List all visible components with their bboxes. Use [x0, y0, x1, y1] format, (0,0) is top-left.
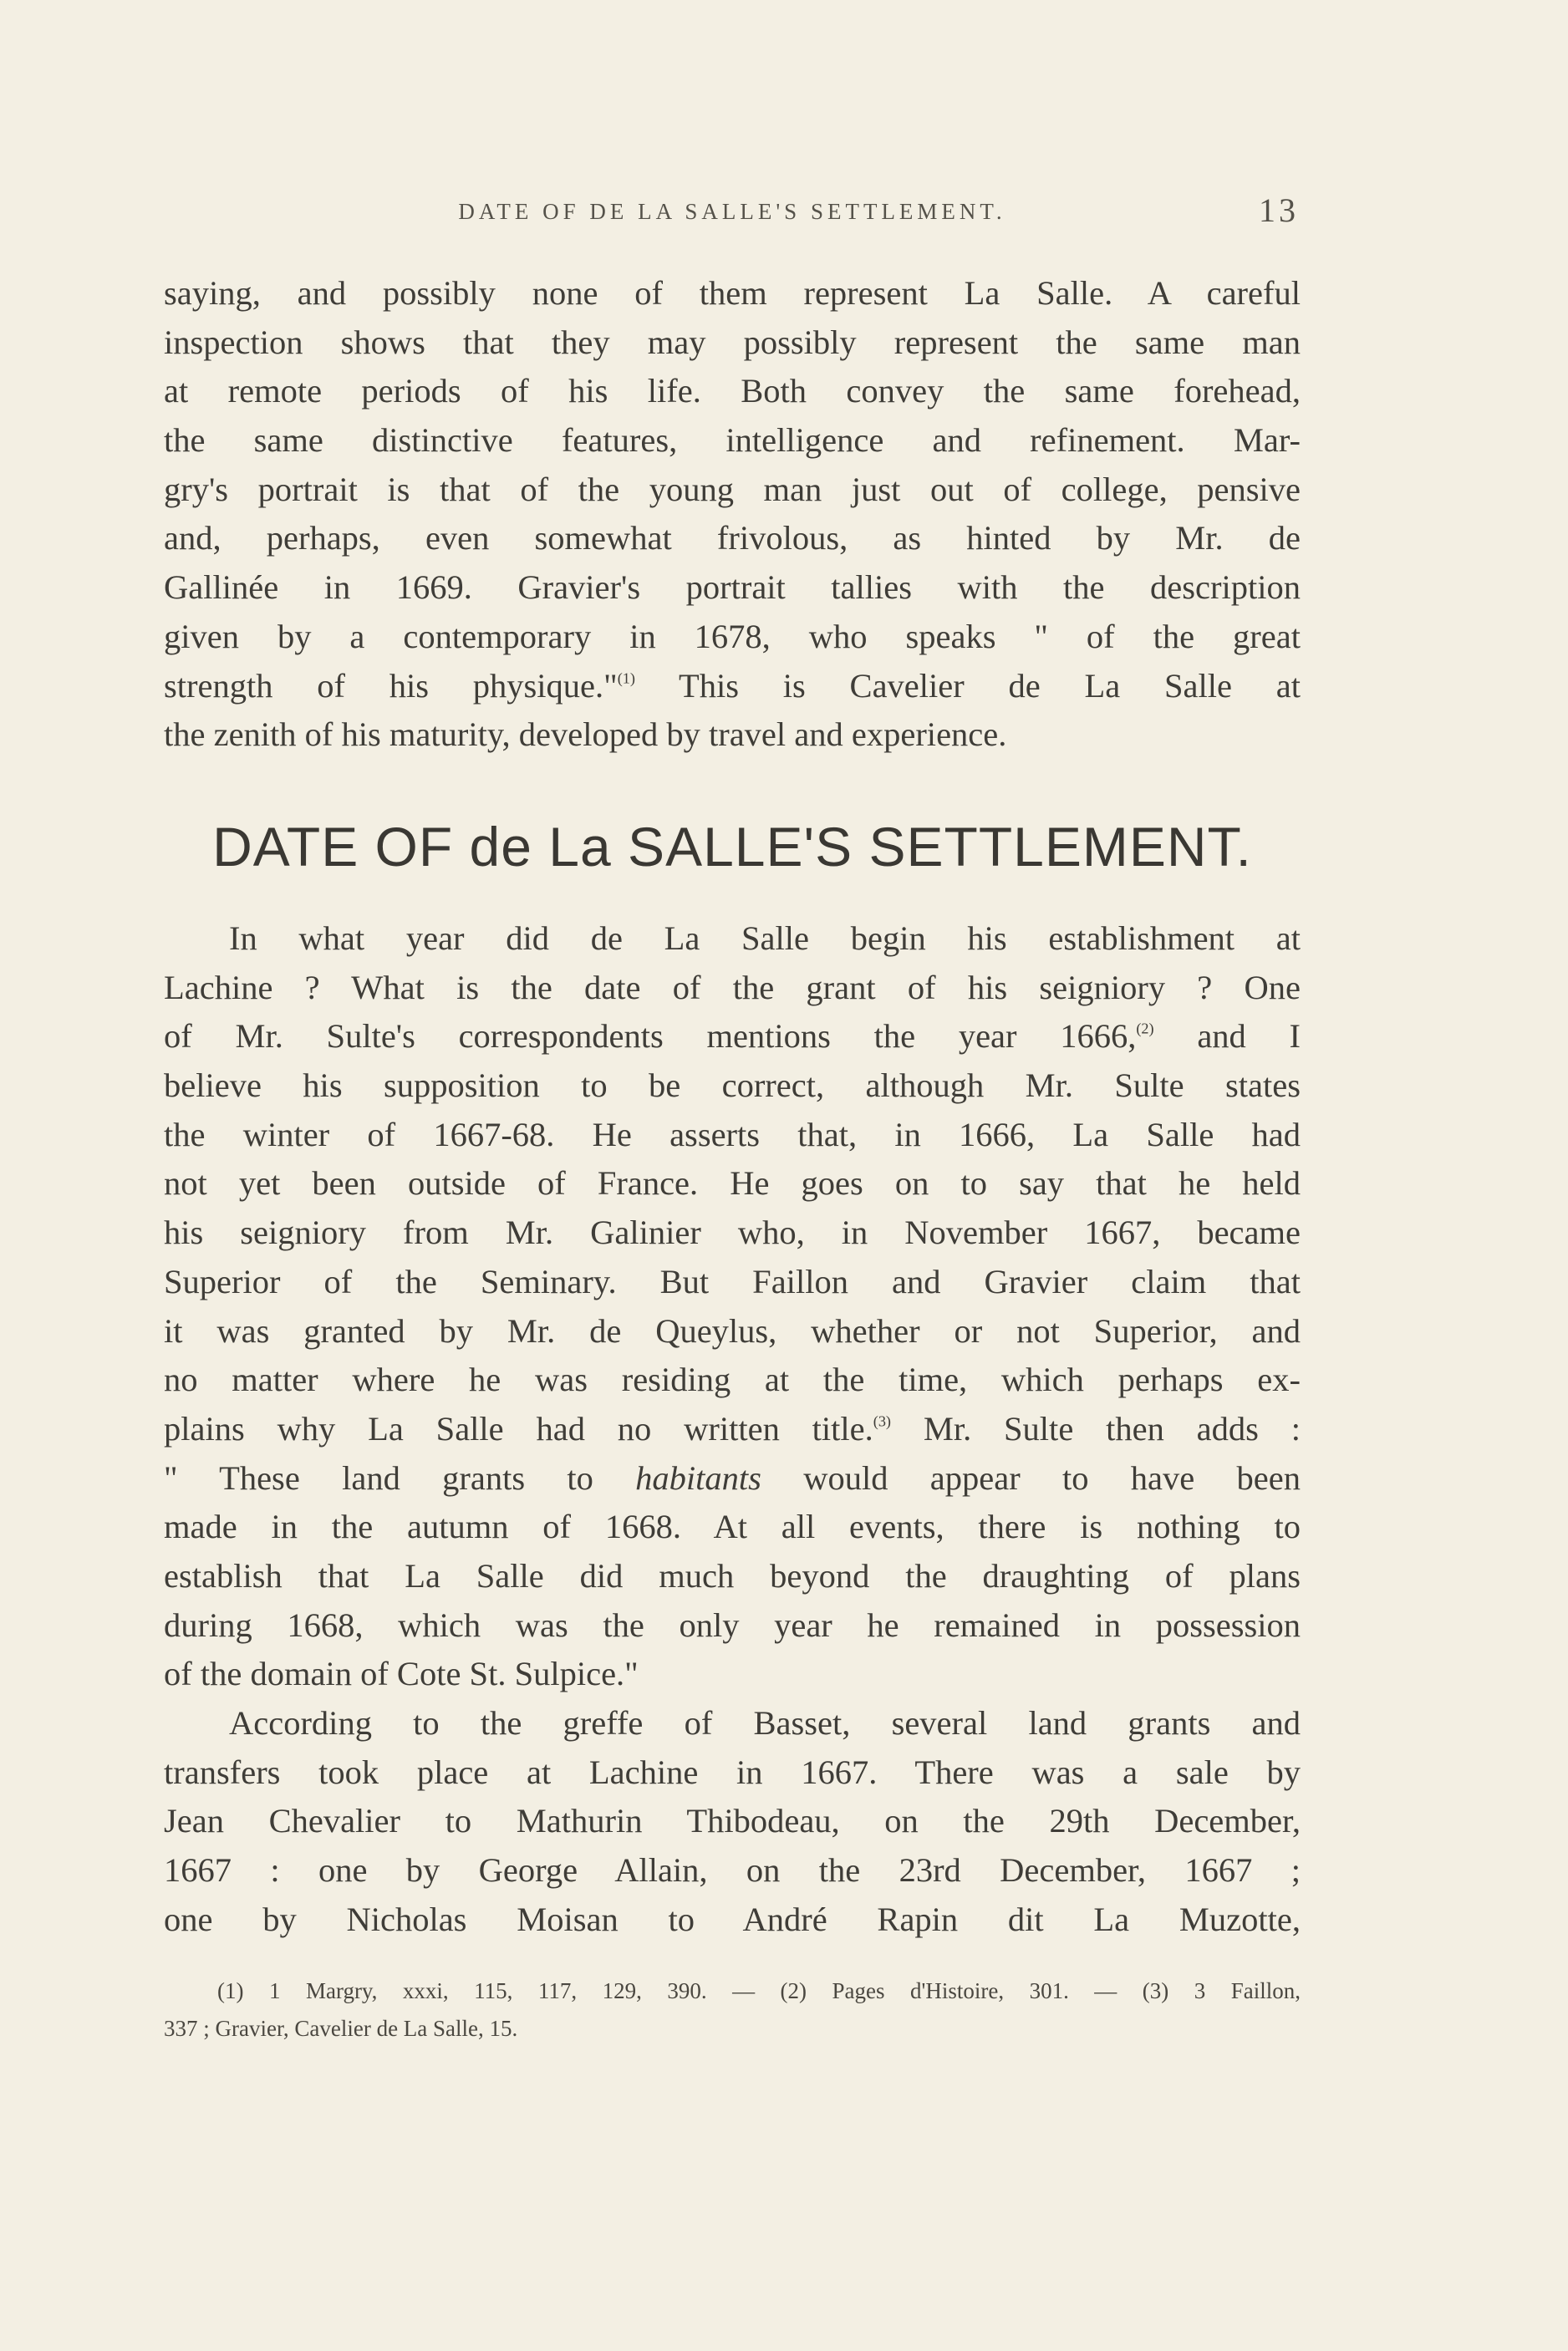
text-line: transfers took place at Lachine in 1667. There was a sale by: [164, 1753, 1301, 1791]
footnote-ref-2: (2): [1136, 1020, 1154, 1037]
text-line: Lachine ? What is the date of the grant of his seigniory ? One: [164, 968, 1301, 1006]
text-segment: and I: [1153, 1017, 1301, 1056]
paragraph-portraits: [164, 269, 1301, 760]
text-line: [164, 1012, 1301, 1061]
text-line: one by Nicholas Moisan to André Rapin dit La Muzotte,: [164, 1900, 1301, 1938]
text-line: [164, 1454, 1301, 1504]
footnote-ref-3: (3): [873, 1412, 891, 1430]
text-segment: of Mr. Sulte's correspondents mentions the year 1666,: [164, 1017, 1137, 1056]
text-line: saying, and possibly none of them represent La Salle. A careful: [164, 274, 1301, 312]
text-line: 1667 : one by George Allain, on the 23rd December, 1667 ;: [164, 1851, 1301, 1890]
text-line: made in the autumn of 1668. At all events, there is nothing to: [164, 1508, 1301, 1546]
text-line: gry's portrait is that of the young man just out of college, pensive: [164, 470, 1301, 508]
text-line: Gallinée in 1669. Gravier's portrait tallies with the description: [164, 568, 1301, 607]
text-segment: This is Cavelier de La Salle at: [679, 666, 1301, 705]
text-line: inspection shows that they may possibly represent the same man: [164, 323, 1301, 361]
text-line: believe his supposition to be correct, although Mr. Sulte states: [164, 1066, 1301, 1105]
text-line: Superior of the Seminary. But Faillon and Gravier claim that: [164, 1262, 1301, 1300]
text-line: given by a contemporary in 1678, who speaks " of the great: [164, 617, 1301, 655]
text-line: the winter of 1667-68. He asserts that, in 1666, La Salle had: [164, 1115, 1301, 1153]
italic-term: habitants: [635, 1458, 761, 1497]
text-line: [164, 1405, 1301, 1454]
text-segment: Mr. Sulte then adds :: [891, 1409, 1301, 1448]
text-line: at remote periods of his life. Both convey the same forehead,: [164, 372, 1301, 410]
footnotes: [164, 1972, 1301, 2048]
section-heading: DATE OF de La SALLE'S SETTLEMENT.: [212, 816, 1252, 878]
text-line: the zenith of his maturity, developed by travel and experience.: [164, 715, 1007, 754]
text-line: and, perhaps, even somewhat frivolous, as hinted by Mr. de: [164, 519, 1301, 557]
footnote-line: (1) 1 Margry, xxxi, 115, 117, 129, 390. — (2) Pages d'Histoire, 301. — (3) 3 Faillon,: [217, 1978, 1301, 2003]
text-line: no matter where he was residing at the time, which perhaps ex-: [164, 1361, 1301, 1399]
page-number: 13: [1259, 191, 1299, 229]
text-line: Jean Chevalier to Mathurin Thibodeau, on the 29th December,: [164, 1802, 1301, 1840]
text-segment: " These land grants to: [164, 1458, 636, 1497]
text-line: not yet been outside of France. He goes on to say that he held: [164, 1164, 1301, 1203]
text-line: it was granted by Mr. de Queylus, whether or not Superior, and: [164, 1311, 1301, 1350]
text-line: In what year did de La Salle begin his establishment at: [229, 919, 1301, 957]
text-line: establish that La Salle did much beyond the draughting of plans: [164, 1556, 1301, 1595]
text-segment: would appear to have been: [761, 1458, 1301, 1497]
running-head: [164, 191, 1301, 241]
text-line: [164, 662, 1301, 711]
text-line: the same distinctive features, intelligence and refinement. Mar-: [164, 421, 1301, 460]
footnote-ref-1: (1): [617, 669, 635, 687]
paragraph-settlement-date: [164, 914, 1301, 1944]
text-segment: strength of his physique.": [164, 666, 618, 705]
text-segment: plains why La Salle had no written title.: [164, 1409, 873, 1448]
text-line: According to the greffe of Basset, several land grants and: [229, 1704, 1301, 1742]
text-line: during 1668, which was the only year he remained in possession: [164, 1605, 1301, 1644]
text-line: his seigniory from Mr. Galinier who, in November 1667, became: [164, 1214, 1301, 1252]
running-title: DATE OF DE LA SALLE'S SETTLEMENT.: [458, 199, 1006, 224]
text-line: of the domain of Cote St. Sulpice.": [164, 1655, 639, 1693]
footnote-line: 337 ; Gravier, Cavelier de La Salle, 15.: [164, 2016, 518, 2041]
